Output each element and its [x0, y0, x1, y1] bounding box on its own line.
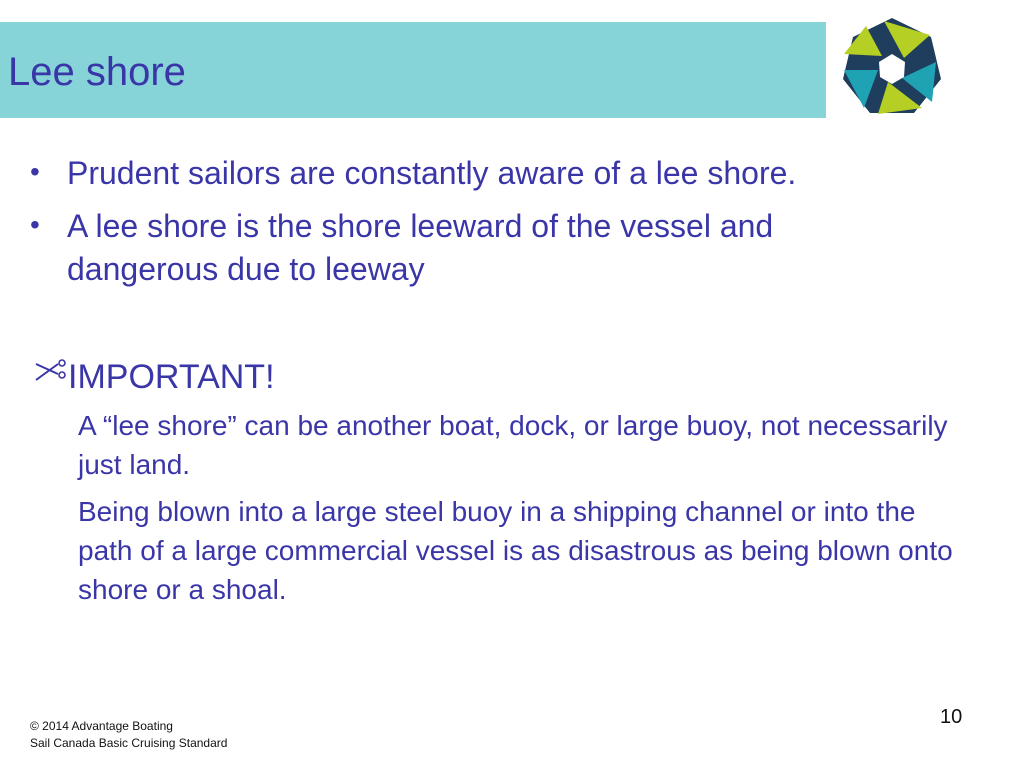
footer	[30, 718, 227, 752]
page-number: 10	[940, 706, 963, 728]
scissors-icon	[34, 358, 68, 388]
aperture-logo-icon	[838, 16, 946, 120]
standard-text: Sail Canada Basic Cruising Standard	[30, 736, 228, 750]
bullet-dot: •	[30, 209, 40, 240]
important-heading: IMPORTANT!	[68, 358, 275, 396]
sub-point: A “lee shore” can be another boat, dock, or large buoy, not necessarily just land.	[78, 410, 948, 480]
copyright-text: © 2014 Advantage Boating	[30, 719, 173, 733]
bullet-text: A lee shore is the shore leeward of the vessel and dangerous due to leeway	[67, 208, 774, 287]
bullet-dot: •	[30, 156, 40, 187]
slide-title: Lee shore	[8, 50, 186, 94]
sub-point: Being blown into a large steel buoy in a shipping channel or into the path of a large commercial vessel is as disastrous as being blown onto shore or a shoal.	[78, 496, 953, 605]
bullet-text: Prudent sailors are constantly aware of a lee shore.	[67, 155, 797, 191]
